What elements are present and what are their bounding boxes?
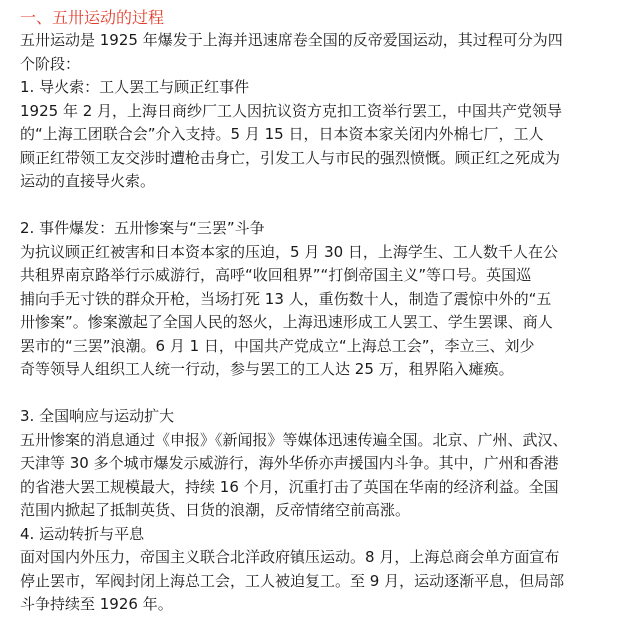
paragraph-line: 运动的直接导火索。 xyxy=(20,172,156,190)
paragraph-line: 共租界南京路举行示威游行，高呼“收回租界”“打倒帝国主义”等口号。英国巡 xyxy=(20,266,532,284)
intro-line: 个阶段： xyxy=(20,54,81,73)
paragraph-line: 斗争持续至 1926 年。 xyxy=(20,595,173,613)
intro-paragraph xyxy=(20,29,630,76)
paragraph-line: 捕向手无寸铁的群众开枪，当场打死 13 人，重伤数十人，制造了震惊中外的“五 xyxy=(20,289,552,308)
paragraph-line: 停止罢市，军阀封闭上海总工会，工人被迫复工。至 9 月，运动逐渐平息，但局部 xyxy=(20,571,565,590)
intro-line: 五卅运动是 1925 年爆发于上海并迅速席卷全国的反帝爱国运动，其过程可分为四 xyxy=(20,31,563,49)
paragraph-line: 顾正红带领工友交涉时遭枪击身亡，引发工人与市民的强烈愤慨。顾正红之死成为 xyxy=(20,148,561,167)
stage-4-title: 4. 运动转折与平息 xyxy=(20,524,145,543)
stage-4-paragraph xyxy=(20,546,630,617)
paragraph-line: 的省港大罢工规模最大，持续 16 个月，沉重打击了英国在华南的经济利益。全国 xyxy=(20,477,559,496)
paragraph-line: 的“上海工团联合会”介入支持。5 月 15 日，日本资本家关闭内外棉七厂，工人 xyxy=(20,125,544,143)
paragraph-line: 面对国内外压力，帝国主义联合北洋政府镇压运动。8 月，上海总商会单方面宣布 xyxy=(20,548,560,566)
paragraph-line: 范围内掀起了抵制英货、日货的浪潮，反帝情绪空前高涨。 xyxy=(20,501,411,519)
paragraph-line: 1925 年 2 月，上海日商纱厂工人因抗议资方克扣工资举行罢工，中国共产党领导 xyxy=(20,101,563,120)
stage-1-title: 1. 导火索：工人罢工与顾正红事件 xyxy=(20,78,250,96)
section-heading: 一、五卅运动的过程 xyxy=(20,8,165,27)
paragraph-spacer xyxy=(20,382,630,406)
stage-2-title: 2. 事件爆发：五卅惨案与“三罢”斗争 xyxy=(20,219,265,237)
paragraph-line: 卅惨案”。惨案激起了全国人民的怒火，上海迅速形成工人罢工、学生罢课、商人 xyxy=(20,313,553,331)
stage-2-paragraph xyxy=(20,241,630,382)
paragraph-line: 为抗议顾正红被害和日本资本家的压迫，5 月 30 日，上海学生、工人数千人在公 xyxy=(20,242,558,261)
paragraph-line: 奇等领导人组织工人统一行动，参与罢工的工人达 25 万，租界陷入瘫痪。 xyxy=(20,360,514,378)
paragraph-line: 五卅惨案的消息通过《申报》《新闻报》等媒体迅速传遍全国。北京、广州、武汉、 xyxy=(20,430,568,449)
stage-1-paragraph xyxy=(20,100,630,194)
stage-3-title: 3. 全国响应与运动扩大 xyxy=(20,407,175,425)
document-page xyxy=(20,6,630,617)
paragraph-spacer xyxy=(20,194,630,218)
stage-3-paragraph xyxy=(20,429,630,523)
paragraph-line: 天津等 30 多个城市爆发示威游行，海外华侨亦声援国内斗争。其中，广州和香港 xyxy=(20,454,559,472)
paragraph-line: 罢市的“三罢”浪潮。6 月 1 日，中国共产党成立“上海总工会”，李立三、刘少 xyxy=(20,336,535,355)
